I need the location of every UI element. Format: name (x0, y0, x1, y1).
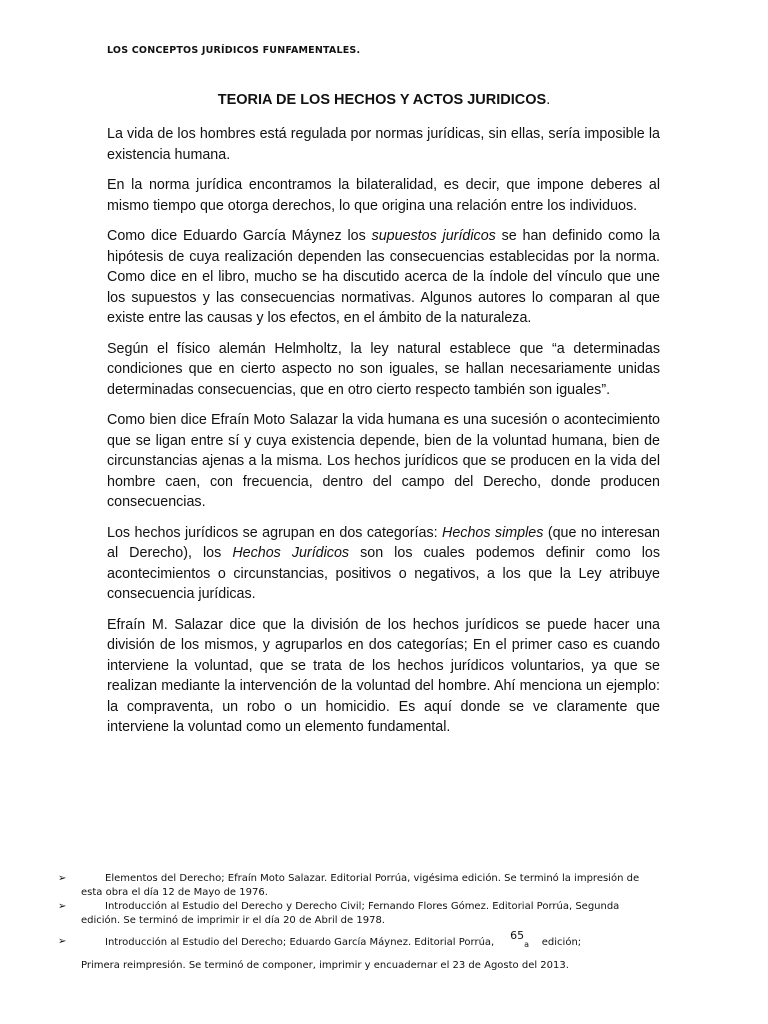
paragraph-3-part-a: Como dice Eduardo García Máynez los (107, 228, 372, 244)
document-body (107, 124, 660, 748)
paragraph-7: Efraín M. Salazar dice que la división de los hechos jurídicos se puede hacer una división de los mismos, y agruparlos en dos categorías; En el primer caso es cuando interviene la voluntad, que se trata de los hechos jurídicos voluntarios, ya que se realizan mediante la intervención de la voluntad del hombre. Ahí menciona un ejemplo: la compraventa, un robo o un homicidio. Es aquí donde se ve claramente que interviene la voluntad como un elemento fundamental. (107, 616, 660, 735)
arrow-bullet-icon: ➢ (58, 936, 67, 947)
paragraph-6 (107, 523, 660, 605)
edition-number: 65 (510, 929, 525, 942)
paragraph-3-part-c: se han definido como la hipótesis de cuya realización dependen las consecuencias establecidas por la norma. Como dice en el libro, mucho se ha discutido acerca de la índole del vínculo que une los supuestos y las consecuencias normativas. Algunos autores lo comparan al que existe entre las causas y los efectos, en el ámbito de la naturaleza. (107, 228, 660, 326)
paragraph-3-italic: supuestos jurídicos (371, 228, 496, 244)
paragraph-4: Según el físico alemán Helmholtz, la ley natural establece que “a determinadas condiciones que en cierto aspecto no son iguales, se hallan necesariamente unidas determinadas consecuencias, que en otro cierto respecto también son iguales”. (107, 340, 660, 398)
paragraph-6-italic-2: Hechos Jurídicos (232, 545, 350, 561)
footnote-1-text: Elementos del Derecho; Efraín Moto Salazar. Editorial Porrúa, vigésima edición. Se terminó la impresión de esta obra el día 12 de Mayo de 1976. (81, 873, 640, 898)
footnote-1 (58, 872, 658, 899)
title-suffix: . (546, 92, 551, 108)
paragraph-1: La vida de los hombres está regulada por normas jurídicas, sin ellas, sería imposible la existencia humana. (107, 126, 660, 163)
footnotes (58, 872, 658, 972)
footnote-3 (58, 929, 658, 950)
arrow-bullet-icon: ➢ (58, 873, 67, 884)
paragraph-3 (107, 226, 660, 329)
footnote-3-line-2: Primera reimpresión. Se terminó de componer, imprimir y encuadernar el 23 de Agosto del 2013. (81, 959, 569, 971)
footnote-3-edition: edición; (541, 937, 582, 948)
paragraph-6-italic-1: Hechos simples (442, 524, 544, 541)
paragraph-6-part-c: (que no interesan al Derecho), los (107, 524, 661, 561)
title-text: TEORIA DE LOS HECHOS Y ACTOS JURIDICOS (217, 92, 547, 108)
arrow-bullet-icon: ➢ (58, 901, 67, 912)
document-header: LOS CONCEPTOS JURÍDICOS FUNFAMENTALES. (107, 45, 361, 56)
document-title (0, 92, 768, 108)
paragraph-6-part-a: Los hechos jurídicos se agrupan en dos categorías: (107, 524, 443, 541)
paragraph-2: En la norma jurídica encontramos la bilateralidad, es decir, que impone deberes al mismo tiempo que otorga derechos, lo que origina una relación entre los individuos. (107, 177, 660, 214)
footnote-3-text: Introducción al Estudio del Derecho; Eduardo García Máynez. Editorial Porrúa, (105, 937, 495, 948)
edition-ordinal: a (524, 940, 530, 949)
footnote-2 (58, 900, 658, 927)
footnote-2-text: Introducción al Estudio del Derecho y Derecho Civil; Fernando Flores Gómez. Editorial Porrúa, Segunda edición. Se terminó de imprimir ir el día 20 de Abril de 1978. (81, 901, 620, 926)
paragraph-5: Como bien dice Efraín Moto Salazar la vida humana es una sucesión o acontecimiento que se ligan entre sí y cuya existencia depende, bien de la voluntad humana, bien de circunstancias ajenas a la misma. Los hechos jurídicos que se producen en la vida del hombre caen, con frecuencia, dentro del campo del Derecho, donde producen consecuencias. (107, 412, 660, 510)
paragraph-6-part-e: son los cuales podemos definir como los acontecimientos o circunstancias, positivos o negativos, a los que la Ley atribuye consecuencia jurídicas. (107, 545, 661, 602)
